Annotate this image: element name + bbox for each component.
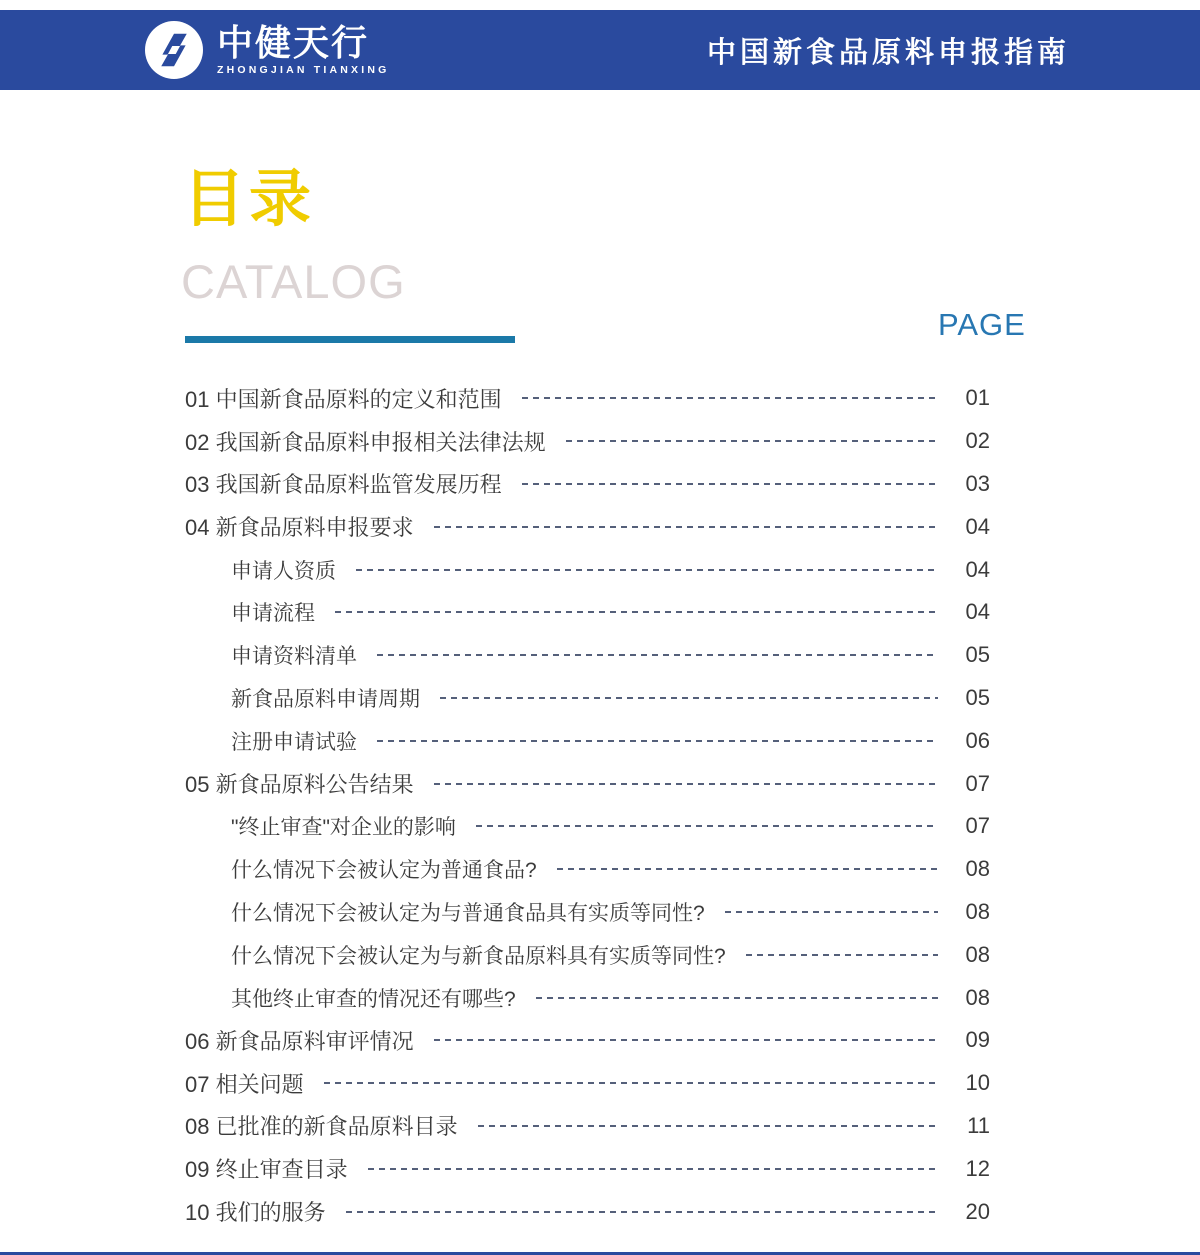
logo-subtitle: ZHONGJIAN TIANXING [217,64,390,77]
toc-row[interactable] [185,420,990,463]
toc-item-label: 申请人资质 [231,559,336,583]
dotted-leader [522,483,938,485]
page-number: 04 [965,599,990,625]
toc-item-label: 08 已批准的新食品原料目录 [185,1114,458,1140]
page-number: 04 [965,513,990,539]
toc-item-label: 注册申请试验 [231,730,357,754]
toc-row[interactable] [185,891,990,934]
toc-item-label: 什么情况下会被认定为与新食品原料具有实质等同性? [231,944,726,968]
toc-item-label: 04 新食品原料申报要求 [185,515,414,541]
toc-item-label: 申请资料清单 [231,645,357,669]
dotted-leader [368,1168,938,1170]
toc-item-label: "终止审查"对企业的影响 [231,816,456,840]
dotted-leader [356,569,938,571]
dotted-leader [440,697,938,699]
page-number: 08 [965,898,990,924]
page-number: 05 [965,684,990,710]
dotted-leader [434,1039,938,1041]
page-number: 01 [965,385,990,411]
logo-wordmark: 中健天行 [217,21,370,63]
toc-item-label: 06 新食品原料审评情况 [185,1028,414,1054]
toc-item-label: 02 我国新食品原料申报相关法律法规 [185,429,546,455]
dotted-leader [377,740,938,742]
dotted-leader [557,868,938,870]
toc-item-label: 其他终止审查的情况还有哪些? [231,987,516,1011]
toc-row[interactable] [185,377,990,420]
page-number: 08 [965,941,990,967]
zhongjian-tianxing-monogram-icon [145,21,203,79]
toc-row[interactable] [185,719,990,762]
toc-item-label: 03 我国新食品原料监管发展历程 [185,472,502,498]
page-number: 05 [965,642,990,668]
page-number: 07 [965,813,990,839]
page-number: 07 [965,770,990,796]
toc-item-label: 新食品原料申请周期 [231,687,420,711]
dotted-leader [324,1082,938,1084]
catalog-heading-en: CATALOG [181,255,406,308]
page-number: 06 [965,727,990,753]
toc-item-label: 10 我们的服务 [185,1200,326,1226]
logo-text [217,21,390,77]
dotted-leader [434,526,938,528]
toc-row[interactable] [185,848,990,891]
page-number: 08 [965,984,990,1010]
page-number: 03 [965,470,990,496]
dotted-leader [434,783,938,785]
page-number: 04 [965,556,990,582]
dotted-leader [746,954,938,956]
dotted-leader [476,825,938,827]
toc-row[interactable] [185,976,990,1019]
company-logo [145,21,390,79]
toc-row[interactable] [185,677,990,720]
toc-row[interactable] [185,591,990,634]
document-title: 中国新食品原料申报指南 [706,36,1070,69]
catalog-heading-cn: 目录 [183,165,316,234]
heading-underline [185,336,515,343]
dotted-leader [522,397,938,399]
toc-item-label: 07 相关问题 [185,1071,304,1097]
dotted-leader [346,1211,938,1213]
toc-row[interactable] [185,805,990,848]
toc-row[interactable] [185,505,990,548]
toc-item-label: 05 新食品原料公告结果 [185,772,414,798]
toc-list [185,377,990,1233]
page-number: 08 [965,856,990,882]
header-band [0,10,1200,90]
dotted-leader [725,911,938,913]
toc-item-label: 什么情况下会被认定为与普通食品具有实质等同性? [231,901,705,925]
toc-row[interactable] [185,1062,990,1105]
toc-row[interactable] [185,1190,990,1233]
page-number: 09 [965,1027,990,1053]
toc-item-label: 01 中国新食品原料的定义和范围 [185,386,502,412]
dotted-leader [335,611,938,613]
toc-row[interactable] [185,1019,990,1062]
toc-item-label: 09 终止审查目录 [185,1157,348,1183]
page-column-label: PAGE [938,307,1026,342]
dotted-leader [377,654,938,656]
page-number: 02 [965,428,990,454]
toc-row[interactable] [185,463,990,506]
toc-row[interactable] [185,1105,990,1148]
dotted-leader [566,440,938,442]
toc-row[interactable] [185,634,990,677]
toc-row[interactable] [185,762,990,805]
dotted-leader [478,1125,938,1127]
page-number: 12 [965,1155,990,1181]
toc-item-label: 申请流程 [231,602,315,626]
page-number: 11 [967,1112,990,1138]
page-number: 10 [965,1070,990,1096]
toc-row[interactable] [185,1147,990,1190]
page-number: 20 [965,1198,990,1224]
toc-item-label: 什么情况下会被认定为普通食品? [231,859,537,883]
toc-row[interactable] [185,548,990,591]
toc-row[interactable] [185,933,990,976]
dotted-leader [536,997,938,999]
